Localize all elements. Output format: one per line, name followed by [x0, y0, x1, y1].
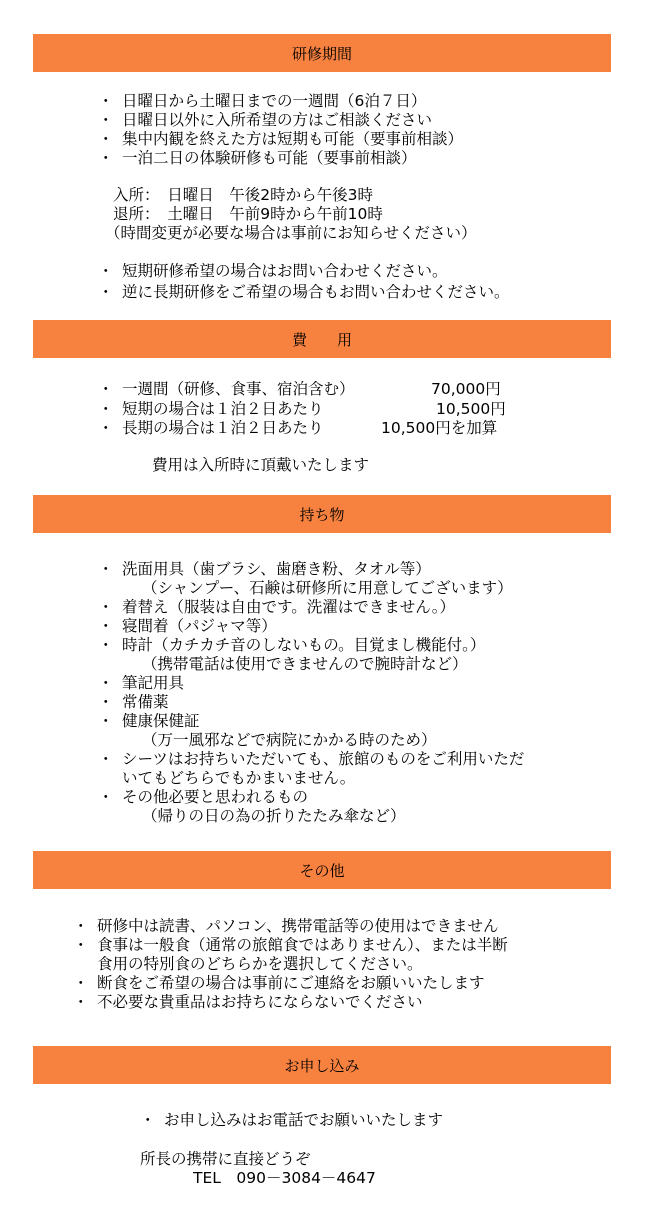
list-item-sub: （携帯電話は使用できませんので腕時計など）: [142, 655, 468, 673]
list-item: ・ その他必要と思われるもの: [98, 788, 309, 806]
bullet-icon: ・: [98, 750, 114, 768]
bullet-icon: ・: [98, 674, 114, 692]
bullet-icon: ・: [98, 149, 114, 167]
bullet-icon: ・: [98, 400, 114, 418]
section-header-apply: お申し込み: [33, 1046, 611, 1084]
bullet-icon: ・: [140, 1111, 156, 1129]
bullet-icon: ・: [98, 712, 114, 730]
list-item: ・ 短期研修希望の場合はお問い合わせください。: [98, 262, 448, 280]
section-header-period: 研修期間: [33, 34, 611, 72]
bullet-icon: ・: [98, 560, 114, 578]
list-item: ・ 不必要な貴重品はお持ちにならないでください: [73, 993, 423, 1011]
bullet-icon: ・: [73, 993, 89, 1011]
list-item: ・ 日曜日から土曜日までの一週間（6泊７日）: [98, 92, 427, 110]
section-header-other: その他: [33, 851, 611, 889]
cost-value: 10,500円: [436, 400, 506, 418]
list-item: ・ 食事は一般食（通常の旅館食ではありません）、または半断: [73, 936, 508, 954]
checkout-time: 退所： 土曜日 午前9時から午前10時: [113, 205, 383, 223]
bullet-icon: ・: [98, 788, 114, 806]
list-item-continuation: 食用の特別食のどちらかを選択してください。: [97, 955, 423, 973]
section-header-belongings: 持ち物: [33, 495, 611, 533]
bullet-icon: ・: [98, 111, 114, 129]
list-item: ・ 健康保健証: [98, 712, 200, 730]
time-change-note: （時間変更が必要な場合は事前にお知らせください）: [105, 224, 477, 242]
bullet-icon: ・: [73, 974, 89, 992]
cost-note: 費用は入所時に頂戴いたします: [152, 456, 370, 474]
list-item: ・ 日曜日以外に入所希望の方はご相談ください: [98, 111, 433, 129]
list-item: ・ 逆に長期研修をご希望の場合もお問い合わせください。: [98, 283, 510, 301]
cost-value: 10,500円を加算: [381, 419, 498, 437]
cost-row: ・ 一週間（研修、食事、宿泊含む）: [98, 380, 355, 398]
section-header-cost: 費 用: [33, 320, 611, 358]
list-item: ・ 寝間着（パジャマ等）: [98, 617, 277, 635]
bullet-icon: ・: [98, 283, 114, 301]
bullet-icon: ・: [98, 419, 114, 437]
list-item: ・ 筆記用具: [98, 674, 185, 692]
bullet-icon: ・: [73, 917, 89, 935]
list-item: ・ お申し込みはお電話でお願いいたします: [140, 1111, 444, 1129]
bullet-icon: ・: [98, 598, 114, 616]
bullet-icon: ・: [98, 636, 114, 654]
list-item: ・ 集中内観を終えた方は短期も可能（要事前相談）: [98, 130, 464, 148]
list-item: ・ 断食をご希望の場合は事前にご連絡をお願いいたします: [73, 974, 485, 992]
list-item: ・ シーツはお持ちいただいても、旅館のものをご利用いただ: [98, 750, 525, 768]
checkin-time: 入所： 日曜日 午後2時から午後3時: [113, 186, 373, 204]
bullet-icon: ・: [98, 262, 114, 280]
bullet-icon: ・: [98, 92, 114, 110]
list-item-sub: （シャンプー、石鹸は研修所に用意してございます）: [142, 579, 513, 597]
list-item: ・ 研修中は読書、パソコン、携帯電話等の使用はできません: [73, 917, 499, 935]
cost-row: ・ 長期の場合は１泊２日あたり: [98, 419, 324, 437]
list-item: ・ 洗面用具（歯ブラシ、歯磨き粉、タオル等）: [98, 560, 431, 578]
list-item-sub: （万一風邪などで病院にかかる時のため）: [142, 731, 437, 749]
cost-value: 70,000円: [431, 380, 501, 398]
list-item: ・ 一泊二日の体験研修も可能（要事前相談）: [98, 149, 417, 167]
list-item: ・ 着替え（服装は自由です。洗濯はできません。）: [98, 598, 455, 616]
phone-number: TEL 090－3084－4647: [193, 1169, 376, 1187]
bullet-icon: ・: [98, 693, 114, 711]
bullet-icon: ・: [98, 380, 114, 398]
bullet-icon: ・: [98, 130, 114, 148]
list-item: ・ 時計（カチカチ音のしないもの。目覚まし機能付。）: [98, 636, 486, 654]
bullet-icon: ・: [73, 936, 89, 954]
bullet-icon: ・: [98, 617, 114, 635]
contact-line: 所長の携帯に直接どうぞ: [140, 1150, 311, 1168]
cost-row: ・ 短期の場合は１泊２日あたり: [98, 400, 324, 418]
list-item-continuation: いてもどちらでもかまいません。: [122, 769, 356, 787]
list-item: ・ 常備薬: [98, 693, 169, 711]
list-item-sub: （帰りの日の為の折りたたみ傘など）: [142, 807, 406, 825]
